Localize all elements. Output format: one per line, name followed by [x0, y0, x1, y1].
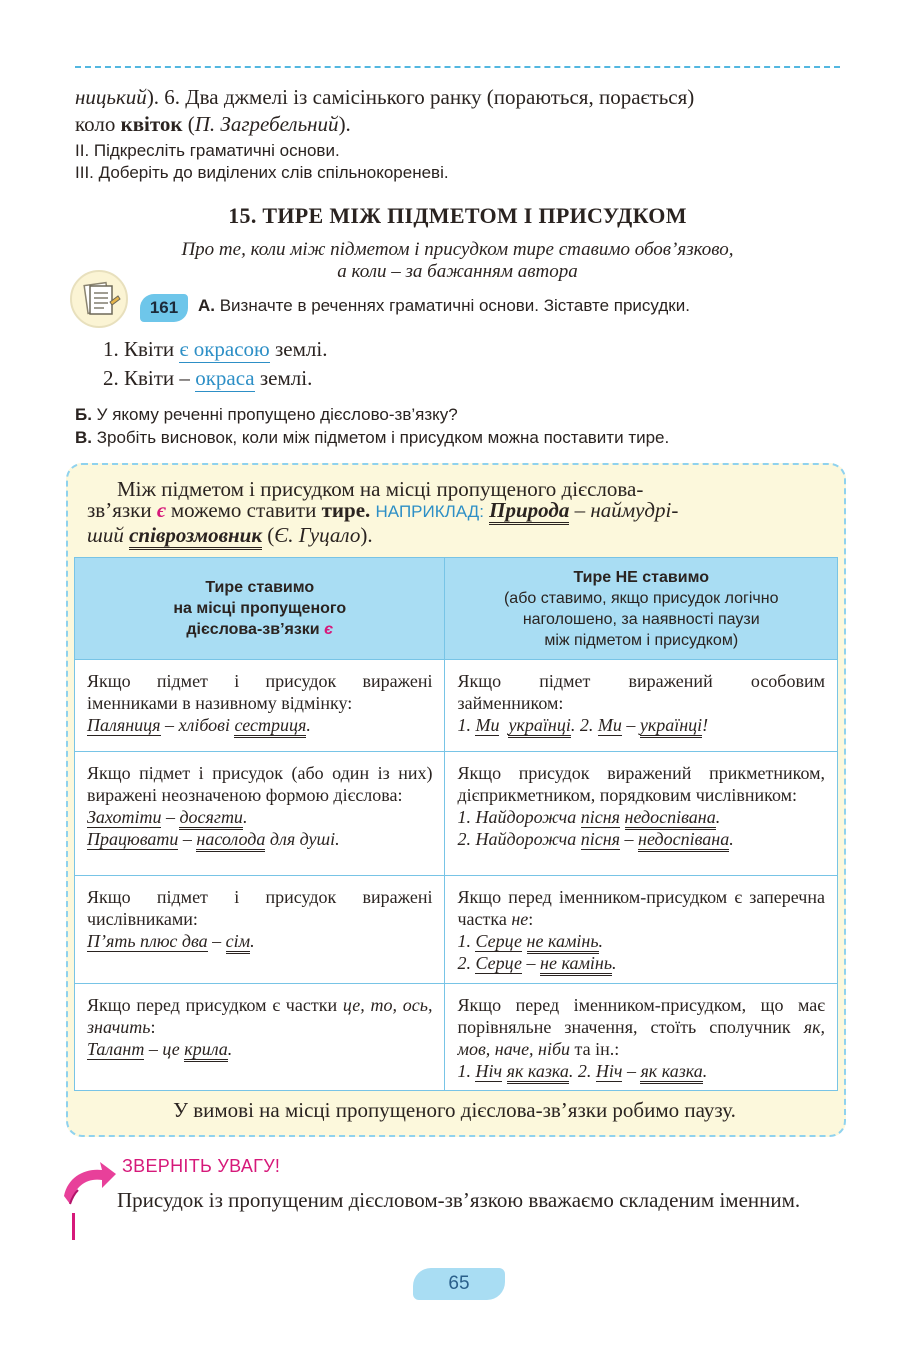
rules-table — [74, 557, 838, 1091]
note-marker-bar — [72, 1213, 75, 1240]
rule-line-3: ший співрозмовник (Є. Гуцало). — [87, 522, 822, 549]
task-3: ІІІ. Доберіть до виділених слів спільнокореневі. — [75, 163, 449, 182]
table-row — [75, 984, 838, 1091]
header-left: Тире ставимо на місці пропущеного дієслова-зв’язки є — [75, 558, 445, 660]
rule-footer: У вимові на місці пропущеного дієслова-зв’язки робимо паузу. — [173, 1098, 736, 1122]
task-c: В. Зробіть висновок, коли між підметом і присудком можна поставити тире. — [75, 428, 670, 447]
table-cell: Якщо підмет і присудок (або один із них) виражені неозначеною формою дієслова: Захотіти – досягти. Працювати – насолода для душі. — [75, 752, 445, 876]
text-line: ницький). 6. Два джмелі із самісінького ранку (пораються, порається) — [75, 85, 695, 109]
exercise-number-badge: 161 — [140, 294, 188, 322]
exercise-task-a: А. Визначте в реченнях граматичні основи. Зіставте присудки. — [198, 296, 690, 315]
table-row — [75, 660, 838, 752]
rule-line-1: Між підметом і присудком на місці пропущеного дієслова- — [117, 477, 644, 501]
section-title: 15. ТИРЕ МІЖ ПІДМЕТОМ І ПРИСУДКОМ — [228, 203, 687, 228]
table-row — [75, 876, 838, 984]
table-cell: Якщо підмет виражений особовим займенником: 1. Ми українці. 2. Ми – українці! — [445, 660, 838, 752]
document-icon — [70, 270, 128, 328]
task-2: ІІ. Підкресліть граматичні основи. — [75, 141, 340, 160]
example-sentence-1: 1. Квіти є окрасою землі. — [103, 337, 328, 361]
rule-line-2: зв’язки є можемо ставити тире. НАПРИКЛАД: Природа – наймудрі- — [87, 497, 822, 525]
example-sentence-2: 2. Квіти – окраса землі. — [103, 366, 313, 390]
table-cell: Якщо присудок виражений прикметником, дієприкметником, порядковим числівником: 1. Найдорожча пісня недоспівана. 2. Найдорожча пісня – недоспівана. — [445, 752, 838, 876]
table-cell: Якщо підмет і присудок виражені числівниками: П’ять плюс два – сім. — [75, 876, 445, 984]
note-text: Присудок із пропущеним дієсловом-зв’язкою вважаємо складеним іменним. — [117, 1188, 801, 1212]
task-b: Б. У якому реченні пропущено дієслово-зв’язку? — [75, 405, 458, 424]
table-cell: Якщо перед іменником-присудком, що має порівняльне значення, стоїть сполучник як, мов, наче, ніби та ін.: 1. Ніч як казка. 2. Ніч – як казка. — [445, 984, 838, 1091]
table-cell: Якщо перед присудком є частки це, то, ось, значить: Талант – це крила. — [75, 984, 445, 1091]
section-subtitle: Про те, коли між підметом і присудком тире ставимо обов’язково, а коли – за бажанням автора — [181, 239, 734, 282]
note-heading: ЗВЕРНІТЬ УВАГУ! — [122, 1156, 281, 1176]
text-line: коло квіток (П. Загребельний). — [75, 112, 351, 136]
header-right: Тире НЕ ставимо (або ставимо, якщо присудок логічно наголошено, за наявності паузи між підметом і присудком) — [445, 558, 838, 660]
table-header-row — [75, 558, 838, 660]
top-dashed-divider — [75, 66, 840, 68]
table-cell: Якщо перед іменником-присудком є заперечна частка не: 1. Серце не камінь. 2. Серце – не камінь. — [445, 876, 838, 984]
table-row — [75, 752, 838, 876]
table-cell: Якщо підмет і присудок виражені іменниками в називному відмінку: Паляниця – хлібові сестриця. — [75, 660, 445, 752]
page-number: 65 — [413, 1268, 505, 1300]
